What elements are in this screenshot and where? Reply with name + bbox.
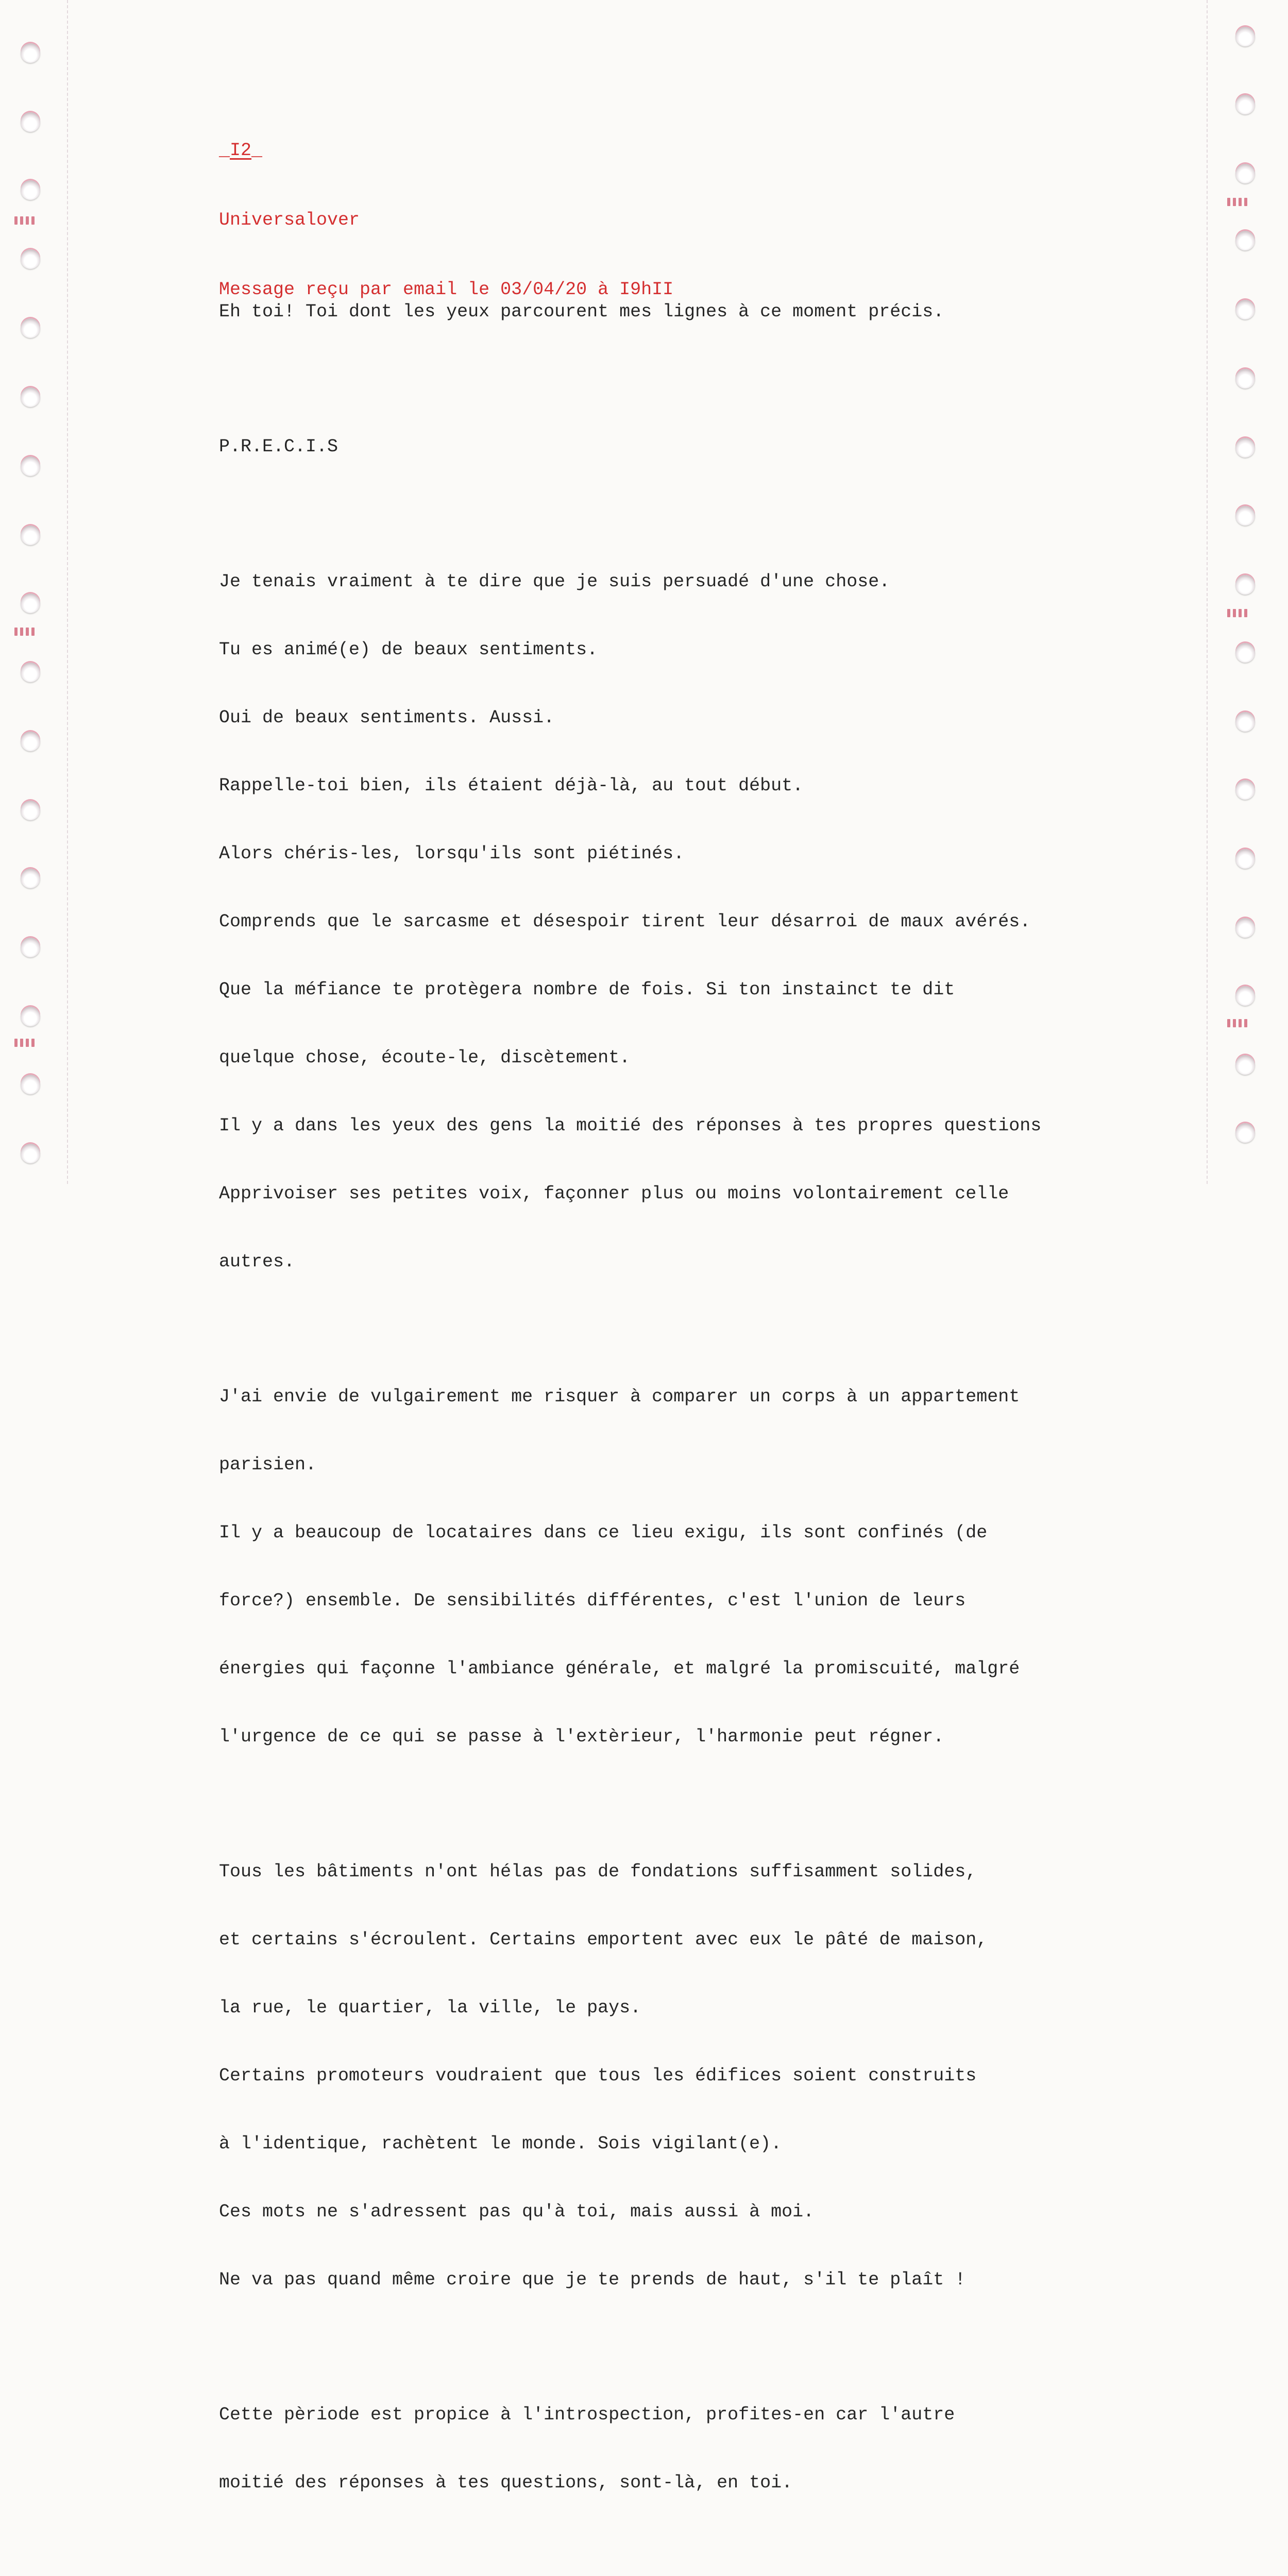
- text-line: la rue, le quartier, la ville, le pays.: [219, 1997, 641, 2018]
- text-line: Comprends que le sarcasme et désespoir tirent leur désarroi de maux avérés.: [219, 911, 1031, 932]
- text-line: P.R.E.C.I.S: [219, 436, 338, 457]
- text-line: et certains s'écroulent. Certains emportent avec eux le pâté de maison,: [219, 1929, 988, 1950]
- text-line: à l'identique, rachètent le monde. Sois vigilant(e).: [219, 2133, 782, 2154]
- feed-hole: [21, 801, 40, 820]
- paragraph-greeting: [219, 255, 1188, 368]
- feed-hole: [1235, 369, 1255, 388]
- feed-hole: [21, 1007, 40, 1026]
- letter-number: I2: [230, 140, 252, 161]
- feed-hole: [1235, 780, 1255, 800]
- feed-hole: [21, 1075, 40, 1094]
- right-tear-line: [1207, 0, 1208, 1184]
- text-line: parisien.: [219, 1454, 317, 1475]
- feed-hole: [21, 732, 40, 751]
- paragraph-batiments: [219, 1815, 1188, 2336]
- perforation-marks: [14, 628, 35, 636]
- text-line: Ces mots ne s'adressent pas qu'à toi, mais aussi à moi.: [219, 2201, 815, 2222]
- feed-hole: [1235, 849, 1255, 869]
- text-line: Tu es animé(e) de beaux sentiments.: [219, 639, 598, 660]
- text-line: Apprivoiser ses petites voix, façonner plus ou moins volontairement celle: [219, 1183, 1009, 1204]
- text-line: moitié des réponses à tes questions, sont-là, en toi.: [219, 2472, 793, 2493]
- text-line: l'urgence de ce qui se passe à l'extèrieur, l'harmonie peut régner.: [219, 1726, 944, 1747]
- text-line: Tous les bâtiments n'ont hélas pas de fondations suffisamment solides,: [219, 1861, 977, 1882]
- perforation-marks: [1227, 1019, 1247, 1027]
- paragraph-introspection: [219, 2358, 1188, 2539]
- paragraph-precis: [219, 390, 1188, 503]
- feed-hole: [21, 180, 40, 200]
- text-line: quelque chose, écoute-le, discètement.: [219, 1047, 631, 1068]
- feed-hole: [21, 938, 40, 957]
- text-line: Il y a beaucoup de locataires dans ce lieu exigu, ils sont confinés (de: [219, 1522, 988, 1543]
- text-line: autres.: [219, 1251, 295, 1272]
- text-line: J'ai envie de vulgairement me risquer à comparer un corps à un appartement: [219, 1386, 1020, 1407]
- feed-hole: [1235, 27, 1255, 46]
- left-tear-line: [67, 0, 68, 1184]
- feed-hole: [1235, 164, 1255, 183]
- text-line: Que la méfiance te protègera nombre de fois. Si ton instainct te dit: [219, 979, 955, 1000]
- text-line: Certains promoteurs voudraient que tous les édifices soient construits: [219, 2065, 977, 2086]
- feed-hole: [1235, 986, 1255, 1006]
- paragraph-sentiments: [219, 525, 1188, 1318]
- feed-hole: [21, 526, 40, 545]
- feed-hole: [21, 663, 40, 682]
- left-perforated-margin: [0, 0, 67, 1184]
- text-line: Il y a dans les yeux des gens la moitié des réponses à tes propres questions: [219, 1115, 1042, 1136]
- feed-hole: [1235, 1123, 1255, 1143]
- text-line: Cette pèriode est propice à l'introspection, profites-en car l'autre: [219, 2404, 955, 2425]
- feed-hole: [1235, 643, 1255, 663]
- feed-hole: [21, 387, 40, 407]
- message-meta: Message reçu par email le 03/04/20 à I9hII: [219, 279, 674, 300]
- paragraph-appartement: [219, 1340, 1188, 1793]
- feed-hole: [1235, 95, 1255, 114]
- letter-header: _I2_ Universalover Message reçu par email le 03/04/20 à I9hII: [219, 93, 673, 348]
- signature-line: [219, 2561, 1188, 2576]
- feed-hole: [21, 1144, 40, 1163]
- feed-hole: [21, 869, 40, 888]
- feed-hole: [21, 594, 40, 613]
- feed-hole: [21, 43, 40, 63]
- text-line: énergies qui façonne l'ambiance générale, et malgré la promiscuité, malgré: [219, 1658, 1020, 1679]
- feed-hole: [21, 112, 40, 132]
- feed-hole: [21, 318, 40, 338]
- feed-hole: [1235, 1055, 1255, 1075]
- feed-hole: [21, 249, 40, 269]
- text-line: Alors chéris-les, lorsqu'ils sont piétinés.: [219, 843, 685, 864]
- perforation-marks: [14, 216, 35, 225]
- feed-hole: [1235, 300, 1255, 319]
- feed-hole: [1235, 712, 1255, 732]
- feed-hole: [1235, 918, 1255, 938]
- text-line: Ne va pas quand même croire que je te prends de haut, s'il te plaît !: [219, 2269, 966, 2290]
- feed-hole: [1235, 506, 1255, 526]
- text-line: force?) ensemble. De sensibilités différentes, c'est l'union de leurs: [219, 1590, 966, 1611]
- perforation-marks: [1227, 609, 1247, 617]
- feed-hole: [1235, 438, 1255, 457]
- right-perforated-margin: [1207, 0, 1288, 1184]
- letter-body: [219, 255, 1188, 2576]
- feed-hole: [21, 456, 40, 476]
- feed-hole: [1235, 575, 1255, 595]
- feed-hole: [1235, 231, 1255, 250]
- text-line: Je tenais vraiment à te dire que je suis persuadé d'une chose.: [219, 571, 890, 592]
- author-name: Universalover: [219, 210, 360, 230]
- text-line: Eh toi! Toi dont les yeux parcourent mes lignes à ce moment précis.: [219, 301, 944, 322]
- perforation-marks: [1227, 198, 1247, 206]
- perforation-marks: [14, 1039, 35, 1047]
- text-line: Oui de beaux sentiments. Aussi.: [219, 707, 555, 728]
- text-line: Rappelle-toi bien, ils étaient déjà-là, au tout début.: [219, 775, 804, 796]
